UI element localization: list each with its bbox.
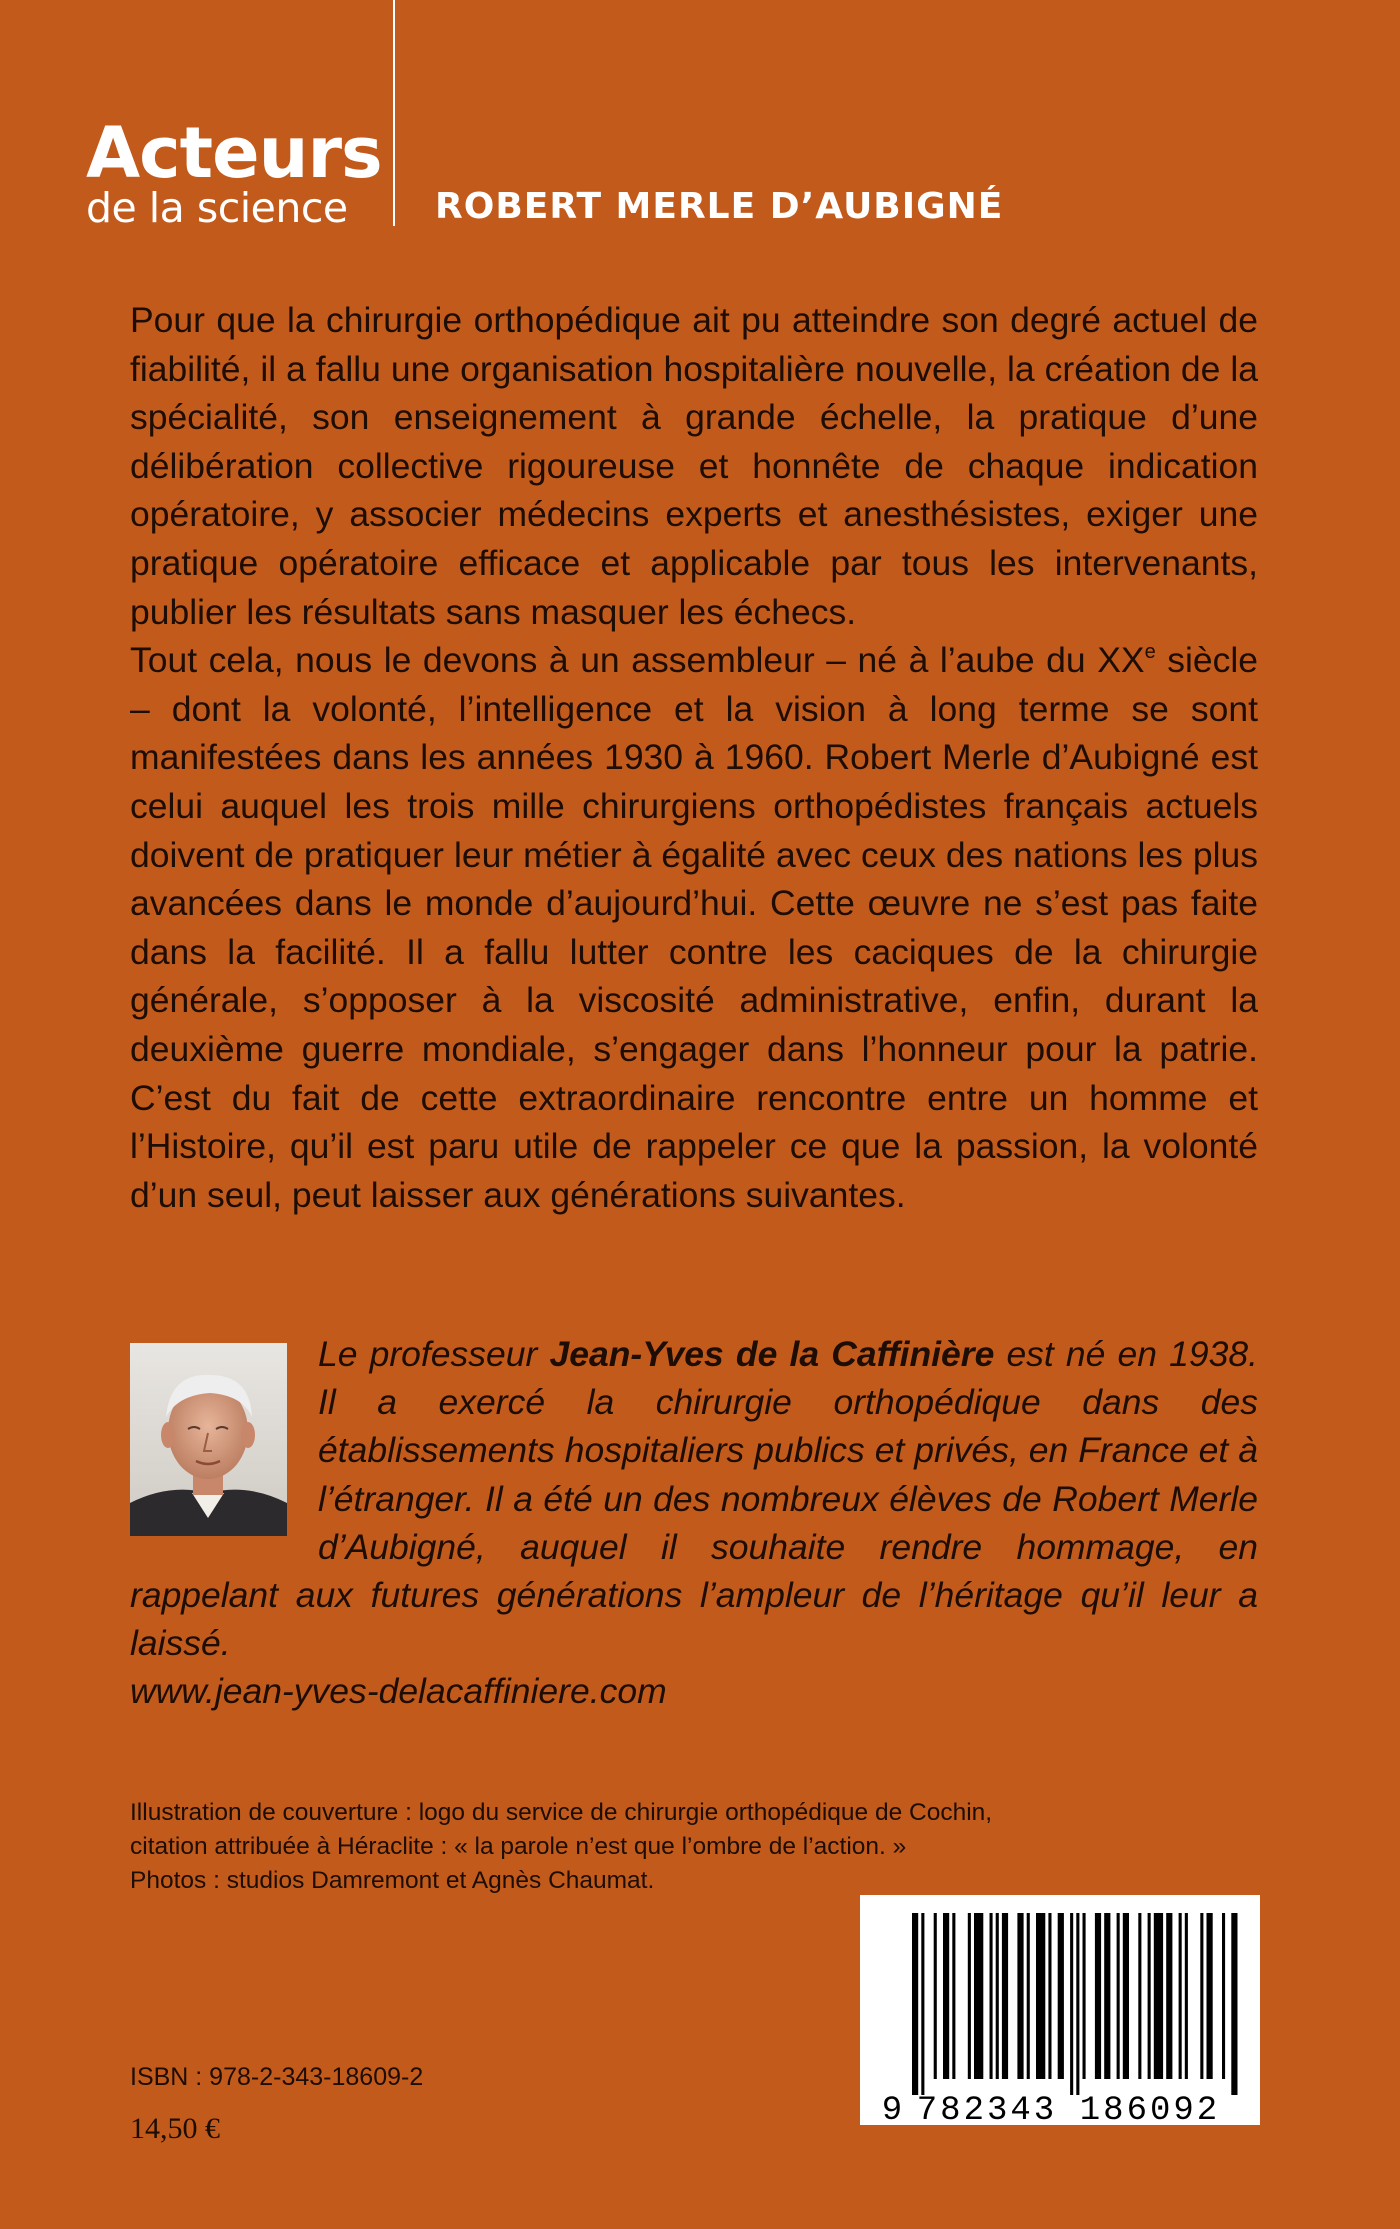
barcode-digits-left: 782343 — [916, 2092, 1058, 2125]
barcode-bar — [1104, 1913, 1110, 2079]
author-bio-text: est né en 1938. Il a exercé la chirurgie orthopédique dans des établissements hospitaliers publics et privés, en France et à l’étranger. Il a été un des nombreux élèves de Robert Merle d’Aubigné, auquel il souhaite rendre hommage, en rappelant aux futures générations l’ampleur de l’héritage qu’il leur a laissé. — [130, 1334, 1258, 1664]
series-title: Acteurs — [86, 112, 382, 194]
barcode-bars — [912, 1913, 1238, 2095]
barcode-bar — [1166, 1913, 1172, 2079]
author-bio — [130, 1330, 1258, 1716]
barcode-bar — [1138, 1913, 1141, 2079]
barcode-bar — [1207, 1913, 1213, 2079]
author-name: Jean-Yves de la Caffinière — [549, 1334, 995, 1374]
photo-spacer — [130, 1330, 318, 1528]
header-divider — [393, 0, 395, 226]
barcode-bar — [1002, 1913, 1008, 2079]
century-superscript: e — [1144, 641, 1156, 664]
barcode-digits-right: 186092 — [1079, 2092, 1221, 2125]
barcode-bar — [1179, 1913, 1182, 2079]
author-website[interactable]: www.jean-yves-delacaffiniere.com — [130, 1671, 667, 1712]
barcode-bar — [1095, 1913, 1101, 2079]
barcode-bar — [952, 1913, 955, 2079]
barcode-bar — [1154, 1913, 1163, 2079]
barcode-bar — [912, 1913, 918, 2095]
barcode-bar — [1222, 1913, 1225, 2079]
author-bio-prefix: Le professeur — [318, 1334, 550, 1374]
barcode-bar — [1027, 1913, 1030, 2079]
barcode — [860, 1895, 1260, 2125]
barcode-bar — [1076, 1913, 1079, 2095]
barcode-graphic — [860, 1895, 1260, 2125]
barcode-bar — [934, 1913, 937, 2079]
price: 14,50 € — [130, 2112, 220, 2145]
barcode-bar — [921, 1913, 924, 2095]
barcode-bar — [1017, 1913, 1023, 2079]
barcode-bar — [943, 1913, 949, 2079]
barcode-bar — [1200, 1913, 1203, 2079]
credits — [130, 1796, 1030, 1898]
barcode-bar — [1148, 1913, 1151, 2079]
blurb-paragraph-1: Pour que la chirurgie orthopédique ait pu atteindre son degré actuel de fiabilité, il a fallu une organisation hospitalière nouvelle, la création de la spécialité, son enseignement à grande échelle, la pratique d’une délibération collective rigoureuse et honnête de chaque indication opératoire, y associer médecins experts et anesthésistes, exiger une pratique opératoire efficace et applicable par tous les intervenants, publier les résultats sans masquer les échecs. — [130, 300, 1258, 632]
barcode-bar — [1036, 1913, 1045, 2079]
barcode-bar — [1070, 1913, 1073, 2095]
series-logo — [86, 112, 386, 232]
barcode-bar — [1117, 1913, 1120, 2079]
series-subtitle: de la science — [86, 184, 348, 232]
barcode-bar — [974, 1913, 983, 2079]
book-title: ROBERT MERLE D’AUBIGNÉ — [435, 186, 1004, 227]
barcode-bar — [1123, 1913, 1129, 2079]
barcode-bar — [1231, 1913, 1237, 2095]
barcode-digit-first: 9 — [881, 2092, 903, 2125]
barcode-bar — [968, 1913, 971, 2079]
cover-illustration-credit: Illustration de couverture : logo du service de chirurgie orthopédique de Cochin, citation attribuée à Héraclite : « la parole n’est que l’ombre de l’action. » — [130, 1799, 993, 1860]
photo-credit: Photos : studios Damremont et Agnès Chaumat. — [130, 1867, 655, 1894]
barcode-bar — [990, 1913, 993, 2079]
blurb-paragraph-2 — [130, 636, 1258, 1219]
barcode-bar — [996, 1913, 999, 2079]
blurb-paragraph-2-end: siècle – dont la volonté, l’intelligence et la vision à long terme se sont manifestées dans les années 1930 à 1960. Robert Merle d’Aubigné est celui auquel les trois mille chirurgiens orthopédistes français actuels doivent de pratiquer leur métier à égalité avec ceux des nations les plus avancées dans le monde d’aujourd’hui. Cette œuvre ne s’est pas faite dans la facilité. Il a fallu lutter contre les caciques de la chirurgie générale, s’opposer à la viscosité administrative, enfin, durant la deuxième guerre mondiale, s’engager dans l’honneur pour la patrie. C’est du fait de cette extraordinaire rencontre entre un homme et l’Histoire, qu’il est paru utile de rappeler ce que la passion, la volonté d’un seul, peut laisser aux générations suivantes. — [130, 640, 1258, 1215]
blurb-paragraph-2-start: Tout cela, nous le devons à un assembleur – né à l’aube du XX — [130, 640, 1145, 681]
isbn: ISBN : 978-2-343-18609-2 — [130, 2063, 424, 2091]
barcode-bar — [1083, 1913, 1086, 2079]
barcode-bar — [1058, 1913, 1064, 2079]
barcode-bar — [1048, 1913, 1051, 2079]
barcode-bar — [1185, 1913, 1188, 2079]
blurb — [130, 296, 1258, 1219]
